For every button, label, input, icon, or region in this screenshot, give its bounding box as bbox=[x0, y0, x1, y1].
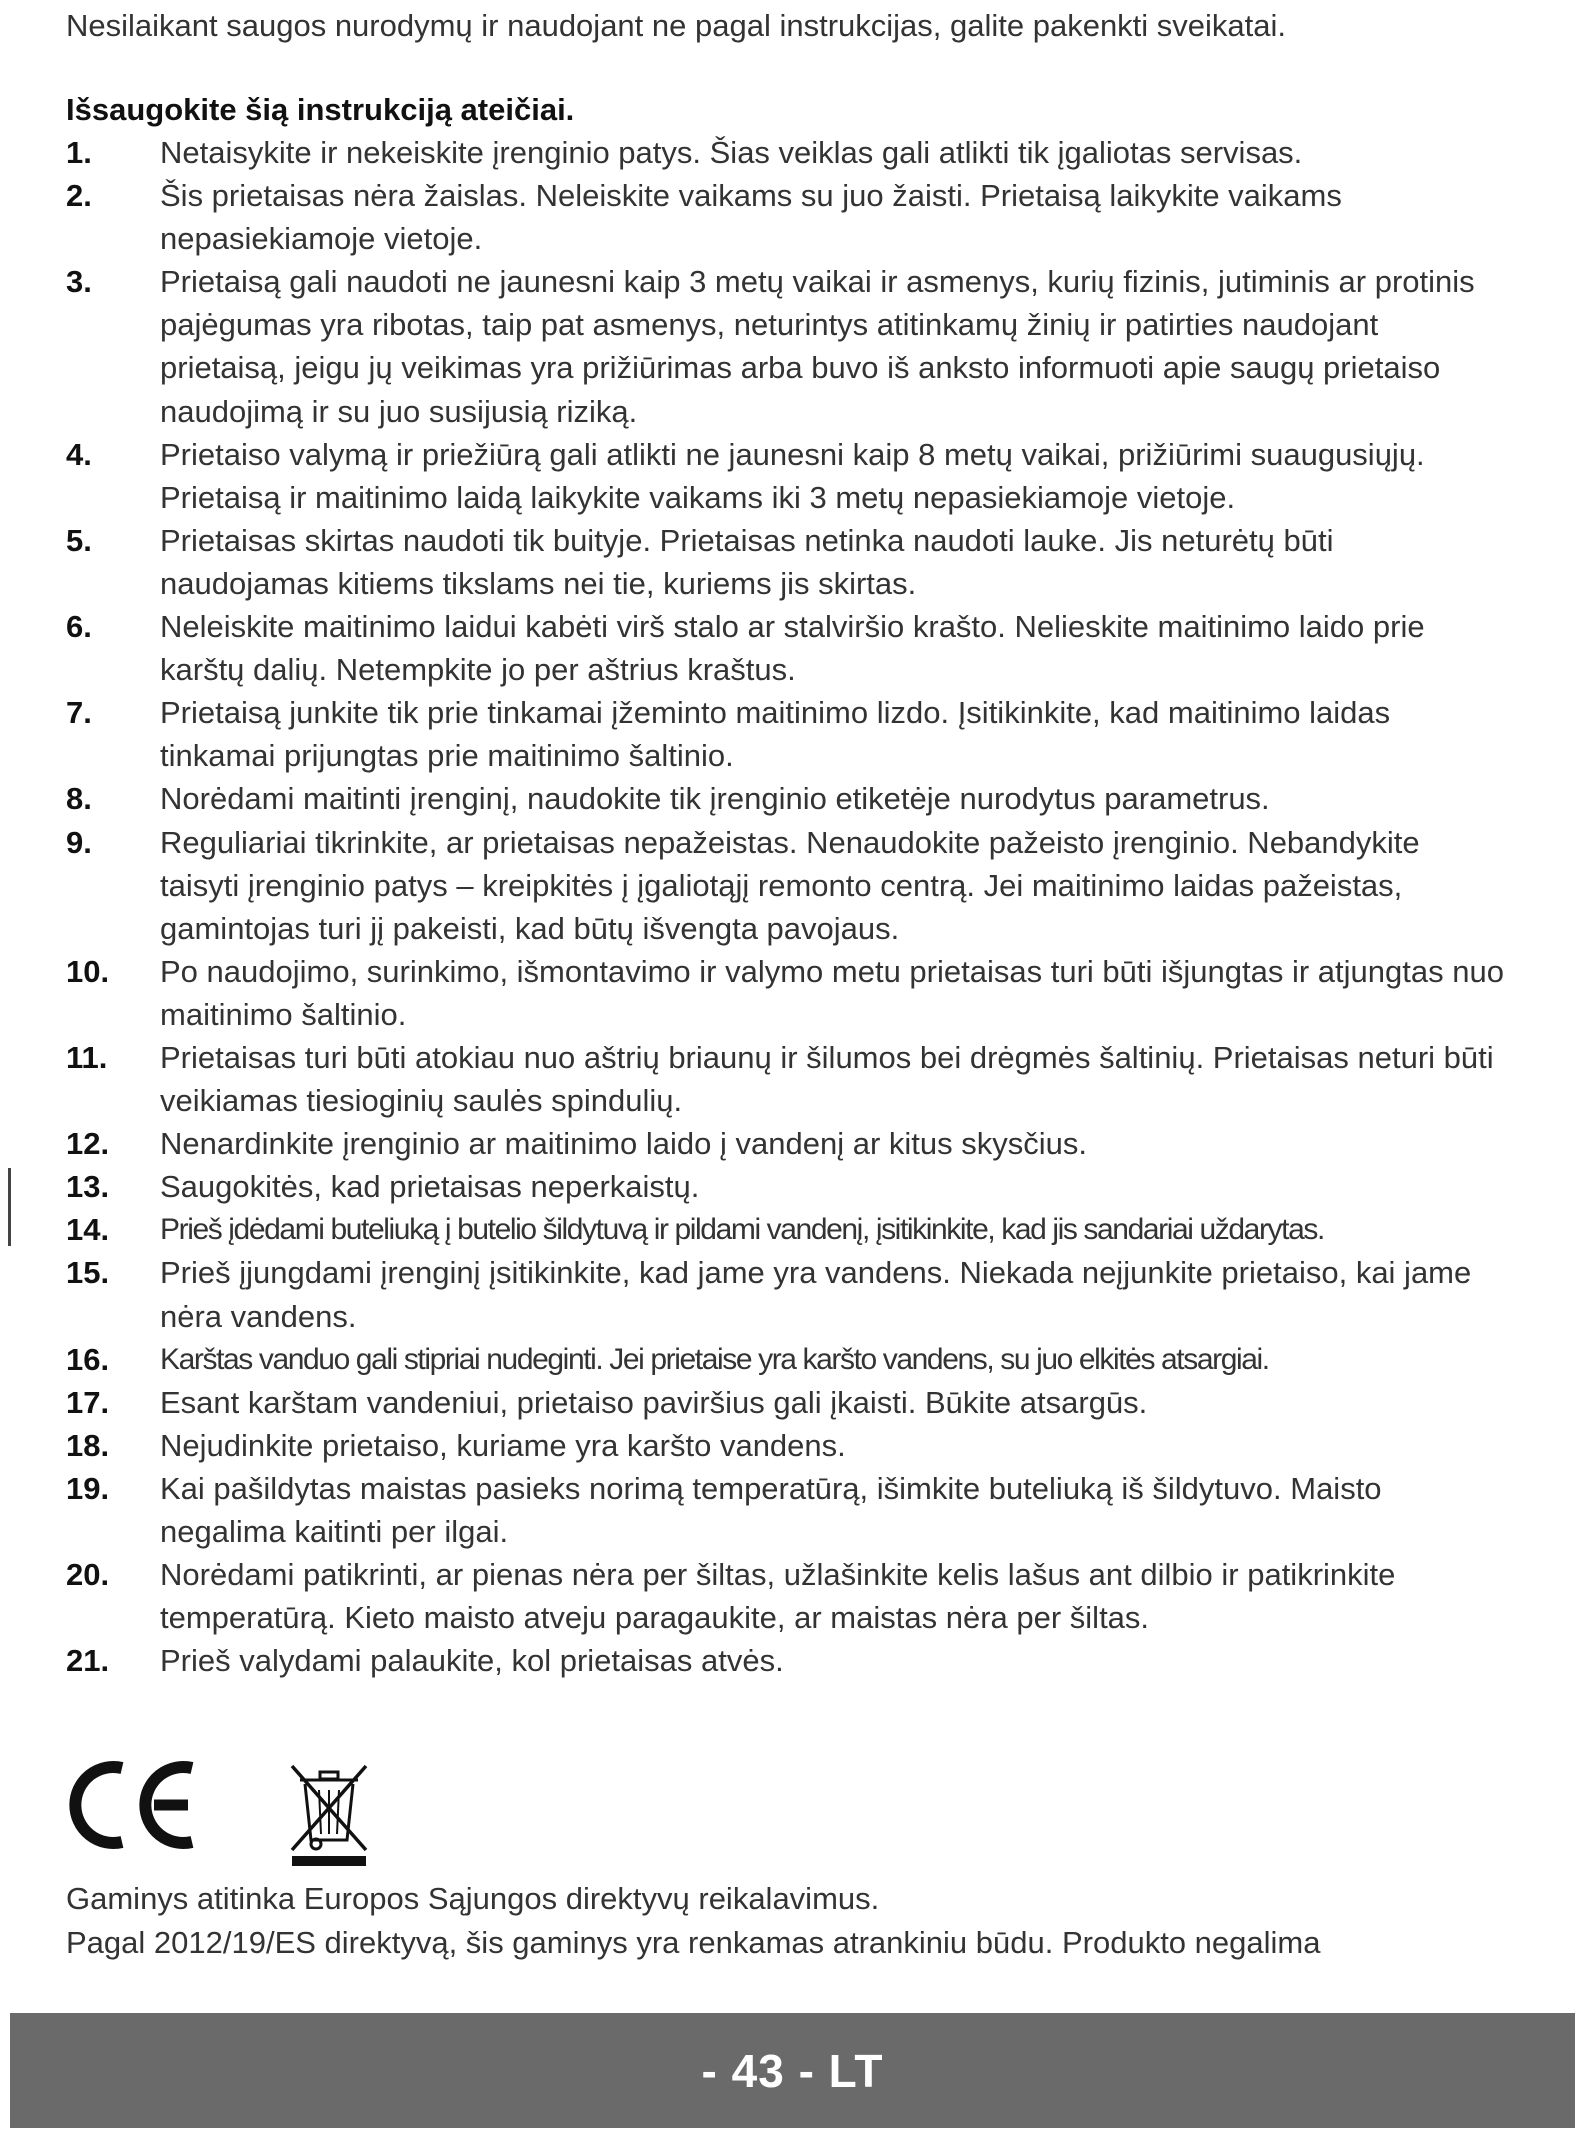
item-number: 7. bbox=[66, 695, 92, 731]
list-item bbox=[66, 950, 1506, 1036]
item-number: 18. bbox=[66, 1427, 110, 1463]
item-text: Netaisykite ir nekeiskite įrenginio patys. Šias veiklas gali atlikti tik įgaliotas servisas. bbox=[160, 135, 1303, 170]
margin-mark bbox=[8, 1168, 11, 1246]
item-text: Prietaisą junkite tik prie tinkamai įžeminto maitinimo lizdo. Įsitikinkite, kad maitinimo laidas tinkamai prijungtas prie maitinimo šaltinio. bbox=[160, 695, 1391, 774]
item-text: Esant karštam vandeniui, prietaiso paviršius gali įkaisti. Būkite atsargūs. bbox=[160, 1384, 1148, 1420]
list-item bbox=[66, 1122, 1506, 1165]
compliance-statement: Gaminys atitinka Europos Sąjungos direktyvų reikalavimus. bbox=[66, 1881, 880, 1916]
item-number: 17. bbox=[66, 1384, 110, 1420]
item-text: Po naudojimo, surinkimo, išmontavimo ir valymo metu prietaisas turi būti išjungtas ir atjungtas nuo maitinimo šaltinio. bbox=[160, 953, 1504, 1032]
list-item bbox=[66, 1467, 1506, 1553]
item-text: Šis prietaisas nėra žaislas. Neleiskite vaikams su juo žaisti. Prietaisą laikykite vaikams nepasiekiamoje vietoje. bbox=[160, 178, 1342, 257]
list-item bbox=[66, 519, 1506, 605]
list-item bbox=[66, 433, 1506, 519]
list-item bbox=[66, 1208, 1506, 1251]
item-text: Reguliariai tikrinkite, ar prietaisas nepažeistas. Nenaudokite pažeisto įrenginio. Nebandykite taisyti įrenginio patys – kreipkitės į įgaliotąjį remonto centrą. Jei maitinimo laidas pažeistas, gamintojas turi jį pakeisti, kad būtų išvengta pavojaus. bbox=[160, 824, 1420, 946]
item-number: 9. bbox=[66, 824, 92, 860]
intro-paragraph: Nesilaikant saugos nurodymų ir naudojant ne pagal instrukcijas, galite pakenkti sveikatai. bbox=[66, 8, 1287, 43]
item-number: 1. bbox=[66, 135, 92, 170]
list-item bbox=[66, 1553, 1506, 1639]
list-item bbox=[66, 1424, 1506, 1467]
crossed-out-bin-icon bbox=[284, 1760, 374, 1870]
list-item bbox=[66, 605, 1506, 691]
list-item bbox=[66, 1251, 1506, 1337]
item-number: 15. bbox=[66, 1255, 110, 1291]
item-number: 14. bbox=[66, 1212, 110, 1248]
item-number: 20. bbox=[66, 1557, 110, 1593]
list-item bbox=[66, 1338, 1506, 1381]
list-item bbox=[66, 1381, 1506, 1424]
list-item bbox=[66, 691, 1506, 777]
list-item bbox=[66, 260, 1506, 432]
item-text: Norėdami patikrinti, ar pienas nėra per šiltas, užlašinkite kelis lašus ant dilbio ir patikrinkite temperatūrą. Kieto maisto atveju paragaukite, ar maistas nėra per šiltas. bbox=[160, 1557, 1396, 1636]
item-text: Prietaiso valymą ir priežiūrą gali atlikti ne jaunesni kaip 8 metų vaikai, prižiūrimi suaugusiųjų. Prietaisą ir maitinimo laidą laikykite vaikams iki 3 metų nepasiekiamoje vietoje. bbox=[160, 436, 1425, 515]
item-number: 8. bbox=[66, 781, 92, 817]
item-number: 2. bbox=[66, 178, 92, 214]
item-text: Saugokitės, kad prietaisas neperkaistų. bbox=[160, 1169, 700, 1205]
page-footer bbox=[10, 2013, 1575, 2128]
list-item bbox=[66, 174, 1506, 260]
item-text: Prietaisą gali naudoti ne jaunesni kaip 3 metų vaikai ir asmenys, kurių fizinis, jutiminis ar protinis pajėgumas yra ribotas, taip pat asmenys, neturintys atitinkamų žinių ir patirties naudojant prietaisą, jeigu jų veikimas yra prižiūrimas arba buvo iš anksto informuoti apie saugų prietaiso naudojimą ir su juo susijusią riziką. bbox=[160, 264, 1475, 429]
item-text: Prieš įjungdami įrenginį įsitikinkite, kad jame yra vandens. Niekada neįjunkite prietaiso, kai jame nėra vandens. bbox=[160, 1255, 1472, 1334]
list-item bbox=[66, 1036, 1506, 1122]
item-number: 19. bbox=[66, 1470, 110, 1506]
item-text: Karštas vanduo gali stipriai nudeginti. Jei prietaise yra karšto vandens, su juo elkitės atsargiai. bbox=[160, 1342, 1269, 1376]
list-item bbox=[66, 821, 1506, 950]
item-number: 13. bbox=[66, 1169, 110, 1205]
item-number: 21. bbox=[66, 1643, 110, 1679]
section-heading: Išsaugokite šią instrukciją ateičiai. bbox=[66, 92, 575, 127]
item-text: Prietaisas skirtas naudoti tik buityje. Prietaisas netinka naudoti lauke. Jis neturėtų būti naudojamas kitiems tikslams nei tie, kuriems jis skirtas. bbox=[160, 522, 1334, 601]
item-number: 5. bbox=[66, 522, 92, 558]
item-text: Neleiskite maitinimo laidui kabėti virš stalo ar stalviršio krašto. Nelieskite maitinimo laido prie karštų dalių. Netempkite jo per aštrius kraštus. bbox=[160, 609, 1425, 688]
item-text: Prieš valydami palaukite, kol prietaisas atvės. bbox=[160, 1643, 784, 1679]
item-text: Prieš įdėdami buteliuką į butelio šildytuvą ir pildami vandenį, įsitikinkite, kad jis sandariai uždarytas. bbox=[160, 1213, 1324, 1247]
list-item bbox=[66, 1165, 1506, 1208]
item-text: Norėdami maitinti įrenginį, naudokite tik įrenginio etiketėje nurodytus parametrus. bbox=[160, 781, 1270, 817]
item-number: 10. bbox=[66, 953, 110, 989]
item-text: Nenardinkite įrenginio ar maitinimo laido į vandenį ar kitus skysčius. bbox=[160, 1126, 1087, 1162]
weee-statement: Pagal 2012/19/ES direktyvą, šis gaminys yra renkamas atrankiniu būdu. Produkto negalima bbox=[66, 1925, 1321, 1960]
item-text: Nejudinkite prietaiso, kuriame yra karšto vandens. bbox=[160, 1427, 846, 1463]
item-number: 12. bbox=[66, 1126, 110, 1162]
ce-mark bbox=[64, 1760, 204, 1850]
item-number: 4. bbox=[66, 436, 92, 472]
list-item bbox=[66, 777, 1506, 820]
item-number: 16. bbox=[66, 1341, 110, 1377]
item-number: 3. bbox=[66, 264, 92, 300]
safety-instructions-list bbox=[66, 131, 1506, 1682]
list-item bbox=[66, 1639, 1506, 1682]
item-text: Kai pašildytas maistas pasieks norimą temperatūrą, išimkite buteliuką iš šildytuvo. Maisto negalima kaitinti per ilgai. bbox=[160, 1470, 1382, 1549]
item-number: 6. bbox=[66, 609, 92, 645]
item-text: Prietaisas turi būti atokiau nuo aštrių briaunų ir šilumos bei drėgmės šaltinių. Prietaisas neturi būti veikiamas tiesioginių saulės spindulių. bbox=[160, 1039, 1494, 1119]
list-item bbox=[66, 131, 1506, 174]
page-number: - 43 - LT bbox=[701, 2044, 884, 2097]
item-number: 11. bbox=[66, 1039, 108, 1075]
